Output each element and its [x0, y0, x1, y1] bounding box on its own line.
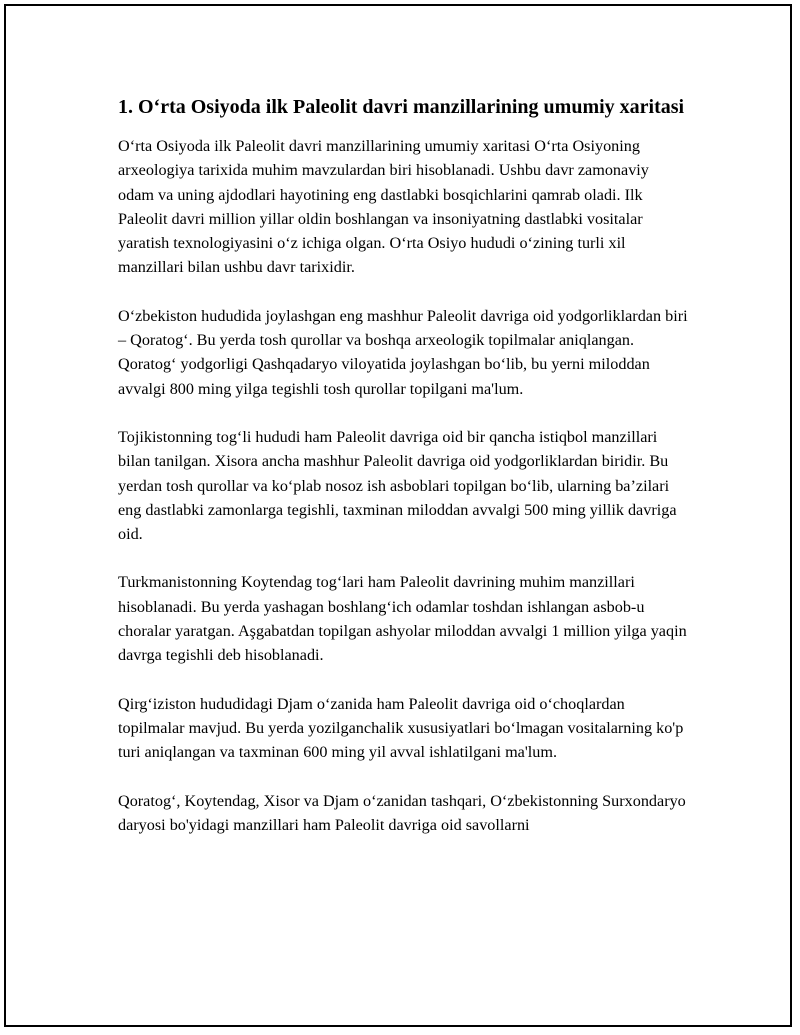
paragraph-2: O‘zbekiston hududida joylashgan eng mashhur Paleolit davriga oid yodgorliklardan biri – Qoratog‘. Bu yerda tosh qurollar va boshqa arxeologik topilmalar aniqlangan. Qoratog‘ yodgorligi Qashqadaryo viloyatida joylashgan bo‘lib, bu yerni miloddan avvalgi 800 ming yilga tegishli tosh qurollar topilgani ma'lum. [118, 306, 688, 398]
paragraph-4: Turkmanistonning Koytendag tog‘lari ham Paleolit davrining muhim manzillari hisoblanadi. Bu yerda yashagan boshlang‘ich odamlar toshdan ishlangan asbob-u choralar yaratgan. Aşgabatdan topilgan ashyolar miloddan avvalgi 1 million yilga yaqin davrga tegishli deb hisoblanadi. [118, 573, 687, 665]
paragraph-3: Tojikistonning tog‘li hududi ham Paleolit davriga oid bir qancha istiqbol manzillari bilan tanilgan. Xisora ancha mashhur Paleolit davriga oid yodgorliklardan biridir. Bu yerdan tosh qurollar va ko‘plab nosoz ish asboblari topilgan bo‘lib, ularning ba’zilari eng dastlabki zamonlarga tegishli, taxminan miloddan avvalgi 500 ming yillik davriga oid. [118, 427, 677, 544]
document-body [118, 94, 688, 861]
paragraph-5: Qirg‘iziston hududidagi Djam o‘zanida ham Paleolit davriga oid o‘choqlardan topilmalar mavjud. Bu yerda yozilganchalik xususiyatlari bo‘lmagan vositalarning ko'p turi aniqlangan va taxminan 600 ming yil avval ishlatilgani ma'lum. [118, 694, 684, 762]
document-title: 1. O‘rta Osiyoda ilk Paleolit davri manzillarining umumiy xaritasi [118, 96, 685, 118]
paragraph-1: O‘rta Osiyoda ilk Paleolit davri manzillarining umumiy xaritasi O‘rta Osiyoning arxeologiya tarixida muhim mavzulardan biri hisoblanadi. Ushbu davr zamonaviy odam va uning ajdodlari hayotining eng dastlabki bosqichlarini qamrab oladi. Ilk Paleolit davri million yillar oldin boshlangan va insoniyatning dastlabki vositalar yaratish texnologiyasini o‘z ichiga olgan. O‘rta Osiyo hududi o‘zining turli xil manzillari bilan ushbu davr tarixidir. [118, 137, 649, 277]
paragraph-6: Qoratog‘, Koytendag, Xisor va Djam o‘zanidan tashqari, O‘zbekistonning Surxondaryo daryosi bo'yidagi manzillari ham Paleolit davriga oid savollarni [118, 791, 686, 834]
